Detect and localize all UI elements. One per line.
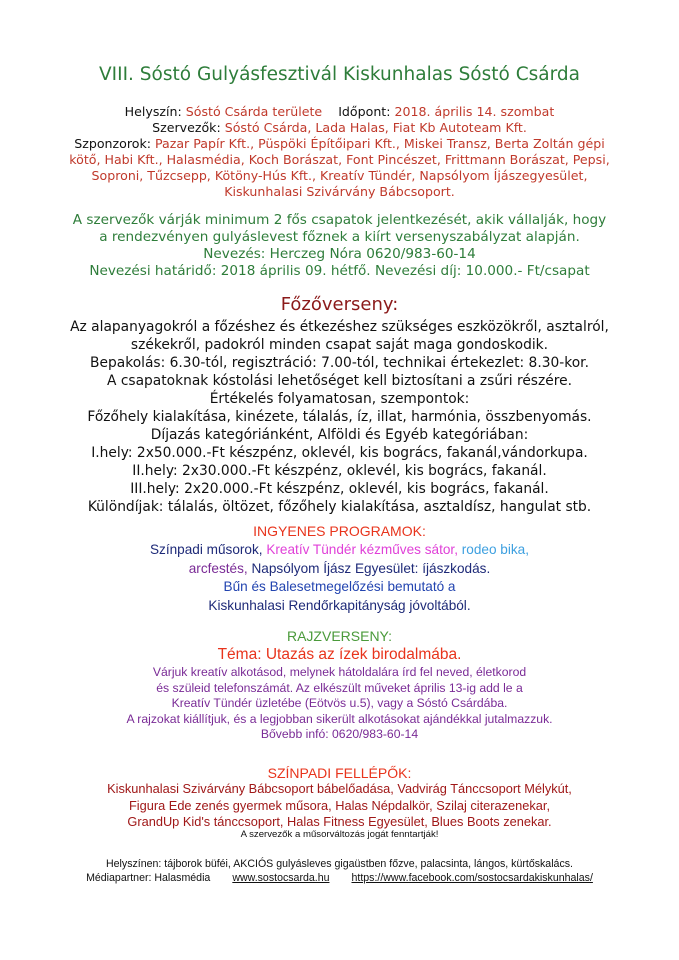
prize-first: I.hely: 2x50.000.-Ft készpénz, oklevél, kis bogrács, fakanál,vándorkupa. (91, 445, 588, 461)
drawing-line: és szüleid telefonszámát. Az elkészült műveket április 13-ig add le a (156, 680, 523, 695)
sponsors-line-3: Soproni, Tűzcsepp, Kötöny-Hús Kft., Kreatív Tündér, Napsólyom Íjászegyesület, (91, 168, 588, 183)
rodeo-bull: rodeo bika, (461, 542, 530, 557)
stage-performers-heading: SZÍNPADI FELLÉPŐK: (267, 765, 412, 781)
stage-performers (0, 781, 679, 831)
face-painting: arcfestés, (188, 560, 252, 576)
performers-line: Figura Ede zenés gyermek műsora, Halas Népdalkör, Szilaj citerazenekar, (128, 797, 551, 813)
organizers-label: Szervezők: (152, 120, 225, 135)
cooking-line: Értékelés folyamatosan, szempontok: (209, 391, 470, 407)
intro-line-1: A szervezők várják minimum 2 fős csapatok jelentkezését, akik vállalják, hogy (72, 212, 607, 228)
drawing-line: A rajzokat kiállítjuk, és a legjobban sikerült alkotásokat ajándékkal jutalmazzuk. (126, 711, 553, 726)
drawing-line: Kreatív Tündér üzletébe (Eötvös u.5), vagy a Sóstó Csárdába. (171, 696, 508, 711)
venue-label: Helyszín: (124, 104, 186, 119)
drawing-contest-details (0, 665, 679, 743)
craft-tent: Kreatív Tündér kézműves sátor, (266, 542, 462, 557)
cooking-line: Díjazás kategóriánként, Alföldi és Egyéb kategóriában: (150, 427, 529, 443)
sponsors-line-4: Kiskunhalasi Szivárvány Bábcsoport. (224, 184, 455, 199)
registration-info (0, 212, 679, 280)
drawing-line: Várjuk kreatív alkotásod, melynek hátoldalára írd fel neved, életkorod (152, 665, 527, 679)
time-value: 2018. április 14. szombat (394, 104, 555, 119)
organizers-line (0, 120, 679, 136)
cooking-line: Főzőhely kialakítása, kinézete, tálalás, íz, illat, harmónia, összbenyomás. (87, 409, 592, 425)
prize-second: II.hely: 2x30.000.-Ft készpénz, oklevél, kis bogrács, fakanál. (132, 463, 547, 479)
organizers-value: Sóstó Csárda, Lada Halas, Fiat Kb Autoteam Kft. (224, 120, 527, 135)
registration-contact: Nevezés: Herczeg Nóra 0620/983-60-14 (203, 246, 476, 262)
event-info (0, 104, 679, 200)
free-programs (0, 541, 679, 615)
venue-time-line (0, 104, 679, 120)
sponsors-line-2: kötő, Habi Kft., Halasmédia, Koch Borászat, Font Pincészet, Frittmann Borászat, Pepsi, (69, 152, 610, 167)
cooking-line: A csapatoknak kóstolási lehetőséget kell biztosítani a zsűri részére. (107, 373, 572, 389)
cooking-line: székekről, padokról minden csapat saját maga gondoskodik. (130, 337, 549, 353)
crime-prevention-demo: Bűn és Balesetmegelőzési bemutató a (223, 579, 456, 594)
drawing-contact: Bővebb infó: 0620/983-60-14 (260, 727, 419, 742)
drawing-contest-heading: RAJZVERSENY: (286, 628, 393, 644)
performers-line: GrandUp Kid's tánccsoport, Halas Fitness Egyesület, Blues Boots zenekar. (127, 814, 552, 830)
cooking-contest-heading: Főzőverseny: (280, 294, 399, 315)
police-courtesy: Kiskunhalasi Rendőrkapitányság jóvoltából. (208, 597, 471, 613)
website-link[interactable]: www.sostocsarda.hu (232, 872, 330, 884)
free-programs-line-2 (0, 560, 679, 579)
poster-title: VIII. Sóstó Gulyásfesztivál Kiskunhalas Sóstó Csárda (99, 64, 580, 85)
facebook-link[interactable]: https://www.facebook.com/sostocsardakiskunhalas/ (351, 872, 593, 884)
drawing-contest-theme: Téma: Utazás az ízek birodalmába. (217, 646, 462, 663)
free-programs-heading: INGYENES PROGRAMOK: (253, 523, 426, 539)
media-partner: Médiapartner: Halasmédia (86, 872, 211, 884)
footer (0, 857, 679, 885)
program-change-note: A szervezők a műsorváltozás jogát fenntartják! (240, 829, 439, 840)
media-partner-line (0, 871, 679, 885)
cooking-contest-rules (0, 318, 679, 516)
registration-deadline: Nevezési határidő: 2018 április 09. hétfő. Nevezési díj: 10.000.- Ft/csapat (89, 263, 590, 279)
stage-shows: Színpadi műsorok, (149, 542, 267, 557)
performers-line: Kiskunhalasi Szivárvány Bábcsoport bábelőadása, Vadvirág Tánccsoport Mélykút, (107, 781, 572, 796)
onsite-offers: Helyszínen: tájborok büféi, AKCIÓS gulyásleves gigaüstben főzve, palacsinta, lángos, kürtőskalács. (106, 858, 573, 870)
archery: Napsólyom Íjász Egyesület: íjászkodás. (251, 560, 491, 576)
prize-third: III.hely: 2x20.000.-Ft készpénz, oklevél, kis bogrács, fakanál. (130, 481, 549, 497)
sponsors-text-1: Pazar Papír Kft., Püspöki Építőipari Kft., Miskei Transz, Berta Zoltán gépi (154, 136, 605, 151)
special-prizes: Különdíjak: tálalás, öltözet, főzőhely kialakítása, asztaldísz, hangulat stb. (87, 499, 592, 515)
time-label: Időpont: (338, 104, 395, 119)
cooking-line: Az alapanyagokról a főzéshez és étkezéshez szükséges eszközökről, asztalról, (70, 319, 609, 335)
sponsors-label: Szponzorok: (74, 136, 155, 151)
venue-value: Sóstó Csárda területe (185, 104, 323, 119)
sponsors-line-1 (0, 136, 679, 152)
intro-line-2: a rendezvényen gulyáslevest főznek a kiírt versenyszabályzat alapján. (99, 229, 580, 245)
free-programs-line-1 (0, 541, 679, 560)
cooking-line: Bepakolás: 6.30-tól, regisztráció: 7.00-tól, technikai értekezlet: 8.30-kor. (90, 355, 589, 371)
